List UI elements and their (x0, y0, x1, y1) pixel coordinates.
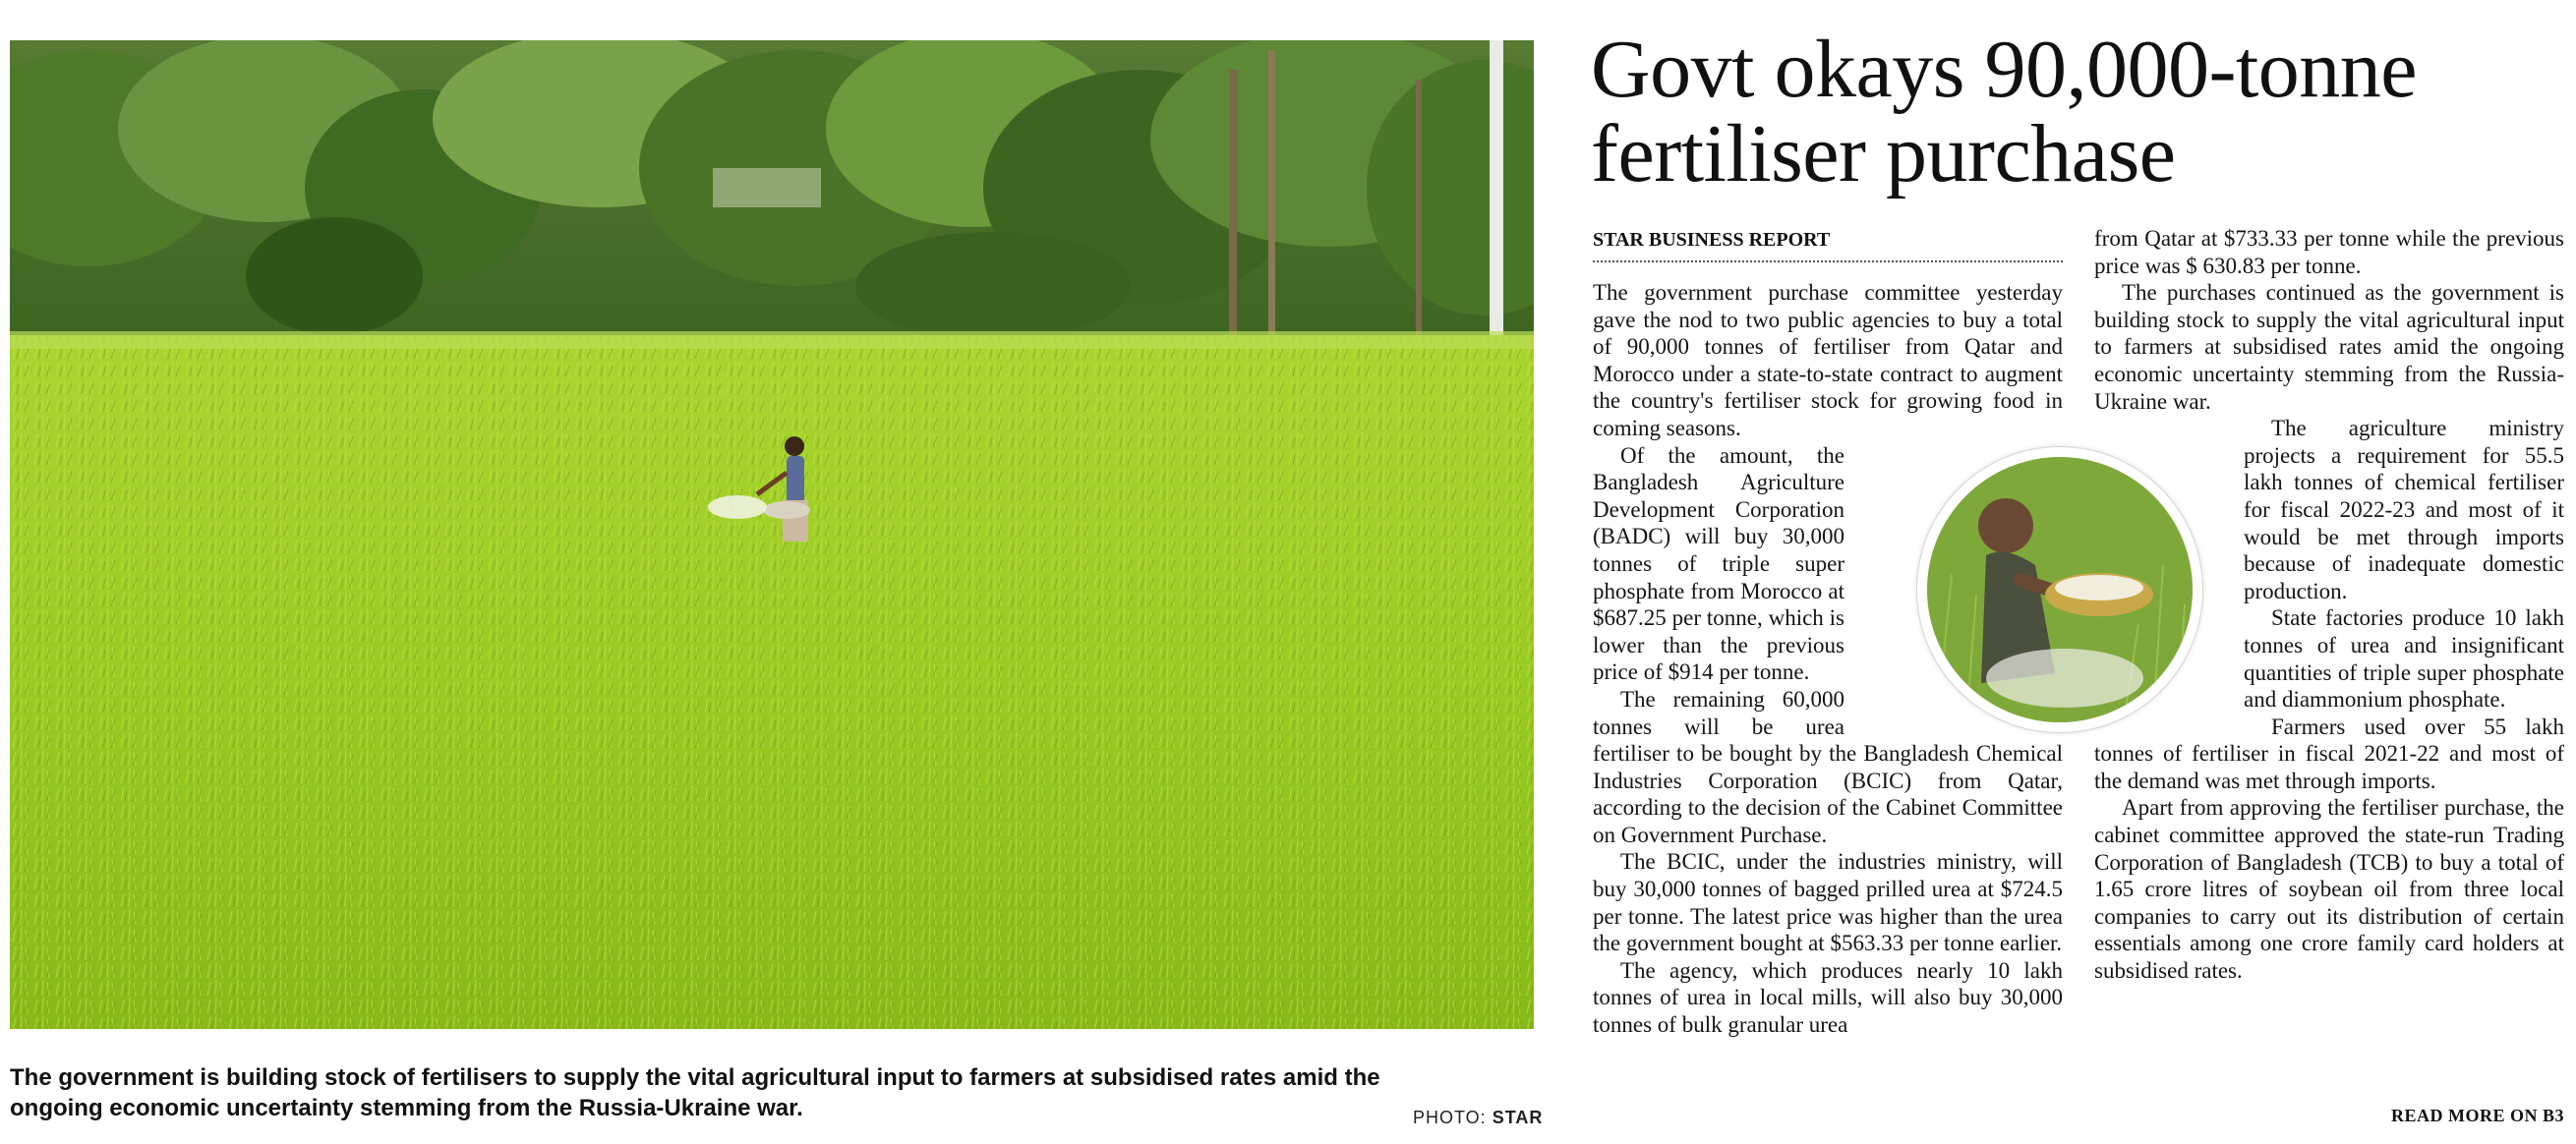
paragraph: Of the amount, the Bangladesh Agriculture Development Corporation (BADC) will buy 30,000 tonnes of triple super phosphate from Morocco at $687.25 per tonne, which is lower than the previous price of $914 per tonne. (1593, 442, 1844, 685)
paragraph: Farmers used over 55 lakh tonnes of fertiliser in fiscal 2021-22 and most of the demand was met through imports. (2094, 714, 2564, 793)
paragraph: State factories produce 10 lakh tonnes of urea and insignificant quantities of triple super phosphate and diammonium phosphate. (2244, 605, 2564, 713)
paddy-field-photo (10, 40, 1534, 1029)
read-more-link[interactable]: READ MORE ON B3 (2390, 1106, 2564, 1125)
paragraph: Apart from approving the fertiliser purchase, the cabinet committee approved the state-run Trading Corporation of Bangladesh (TCB) to buy a total of 1.65 crore litres of soybean oil from three local companies to carry out its distribution of certain essentials among one crore family card holders at subsidised rates. (2094, 795, 2564, 984)
paragraph: from Qatar at $733.33 per tonne while the previous price was $ 630.83 per tonne. (2094, 226, 2564, 278)
paragraph: The purchases continued as the government is building stock to supply the vital agricultural input to farmers at subsidised rates amid the ongoing economic uncertainty stemming from the Russia-Ukraine war. (2094, 280, 2564, 414)
photo-caption: The government is building stock of fertilisers to supply the vital agricultural input to farmers at subsidised rates amid the ongoing economic uncertainty stemming from the Russia-Ukraine war. (10, 1064, 1380, 1121)
paragraph: The BCIC, under the industries ministry, will buy 30,000 tonnes of bagged prilled urea at $724.5 per tonne. The latest price was higher than the urea the government bought at $563.33 per tonne earlier. (1593, 849, 2063, 956)
photo-credit (1413, 1108, 1543, 1128)
inset-farmer-photo (1917, 447, 2202, 732)
photo-credit-source: STAR (1492, 1108, 1544, 1127)
photo-credit-prefix: PHOTO: (1413, 1108, 1493, 1127)
inset-photo-illustration (1927, 457, 2193, 722)
paragraph: The agriculture ministry projects a requirement for 55.5 lakh tonnes of chemical fertiliser for fiscal 2022-23 and most of it would be met through imports because of inadequate domestic production. (2244, 416, 2564, 603)
paragraph: The remaining 60,000 tonnes will be urea fertiliser to be bought by the Bangladesh Chemical Industries Corporation (BCIC) from Qatar, according to the decision of the Cabinet Committee on Government Purchase. (1593, 686, 2063, 847)
headline: Govt okays 90,000-tonne fertiliser purchase (1591, 24, 2418, 200)
paragraph: The government purchase committee yesterday gave the nod to two public agencies to buy a total of 90,000 tonnes of fertiliser from Qatar and Morocco under a state-to-state contract to augment the country's fertiliser stock for growing food in coming seasons. (1593, 280, 2063, 440)
byline: STAR BUSINESS REPORT (1593, 227, 2063, 262)
photo-illustration (10, 40, 1534, 1029)
paragraph: The agency, which produces nearly 10 lakh tonnes of urea in local mills, will also buy 30,000 tonnes of bulk granular urea (1593, 957, 2063, 1038)
